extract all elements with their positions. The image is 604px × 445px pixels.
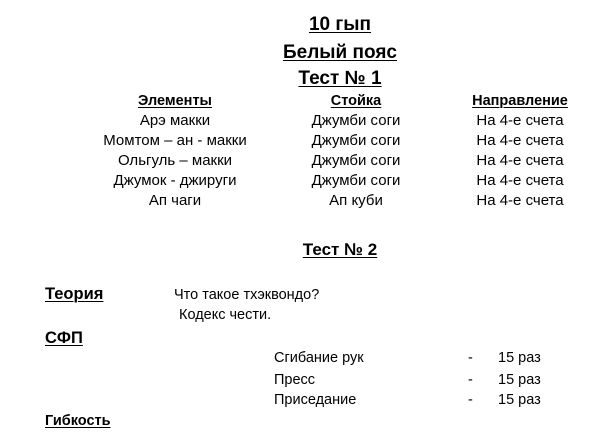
exercise-dash: - — [468, 350, 473, 366]
column-header-elements: Элементы — [138, 93, 212, 109]
exercise-name: Приседание — [274, 392, 357, 408]
test1-title: Тест № 1 — [298, 68, 382, 89]
column-header-stance: Стойка — [330, 93, 382, 109]
theory-honor-code: Кодекс чести. — [179, 307, 272, 323]
table-cell: Момтом – ан - макки — [103, 132, 247, 149]
table-cell: На 4-е счета — [476, 172, 564, 189]
table-cell: Джумби соги — [311, 112, 401, 129]
table-cell: Ап куби — [329, 192, 383, 209]
column-header-direction: Направление — [472, 93, 568, 109]
exercise-amount: 15 раз — [498, 350, 541, 366]
table-cell: Ольгуль – макки — [117, 152, 233, 169]
exercise-dash: - — [468, 392, 473, 408]
rank-title: 10 гып — [308, 14, 372, 35]
table-cell: Джумби соги — [311, 172, 401, 189]
exercise-name: Пресс — [274, 372, 316, 388]
table-cell: Ап чаги — [148, 192, 202, 209]
flexibility-label: Гибкость — [45, 413, 111, 429]
belt-title: Белый пояс — [283, 42, 397, 63]
table-cell: Джумок - джируги — [113, 172, 237, 189]
theory-label: Теория — [45, 285, 104, 303]
table-cell: Джумби соги — [311, 152, 401, 169]
exercise-name: Сгибание рук — [274, 350, 364, 366]
theory-question: Что такое тхэквондо? — [174, 287, 320, 303]
table-cell: На 4-е счета — [476, 152, 564, 169]
exercise-amount: 15 раз — [498, 372, 541, 388]
table-cell: Джумби соги — [311, 132, 401, 149]
exercise-dash: - — [468, 372, 473, 388]
table-cell: Арэ макки — [139, 112, 211, 129]
exercise-amount: 15 раз — [498, 392, 541, 408]
table-cell: На 4-е счета — [476, 112, 564, 129]
table-cell: На 4-е счета — [476, 192, 564, 209]
table-cell: На 4-е счета — [476, 132, 564, 149]
test2-title: Тест № 2 — [302, 240, 378, 259]
sfp-label: СФП — [45, 329, 83, 347]
